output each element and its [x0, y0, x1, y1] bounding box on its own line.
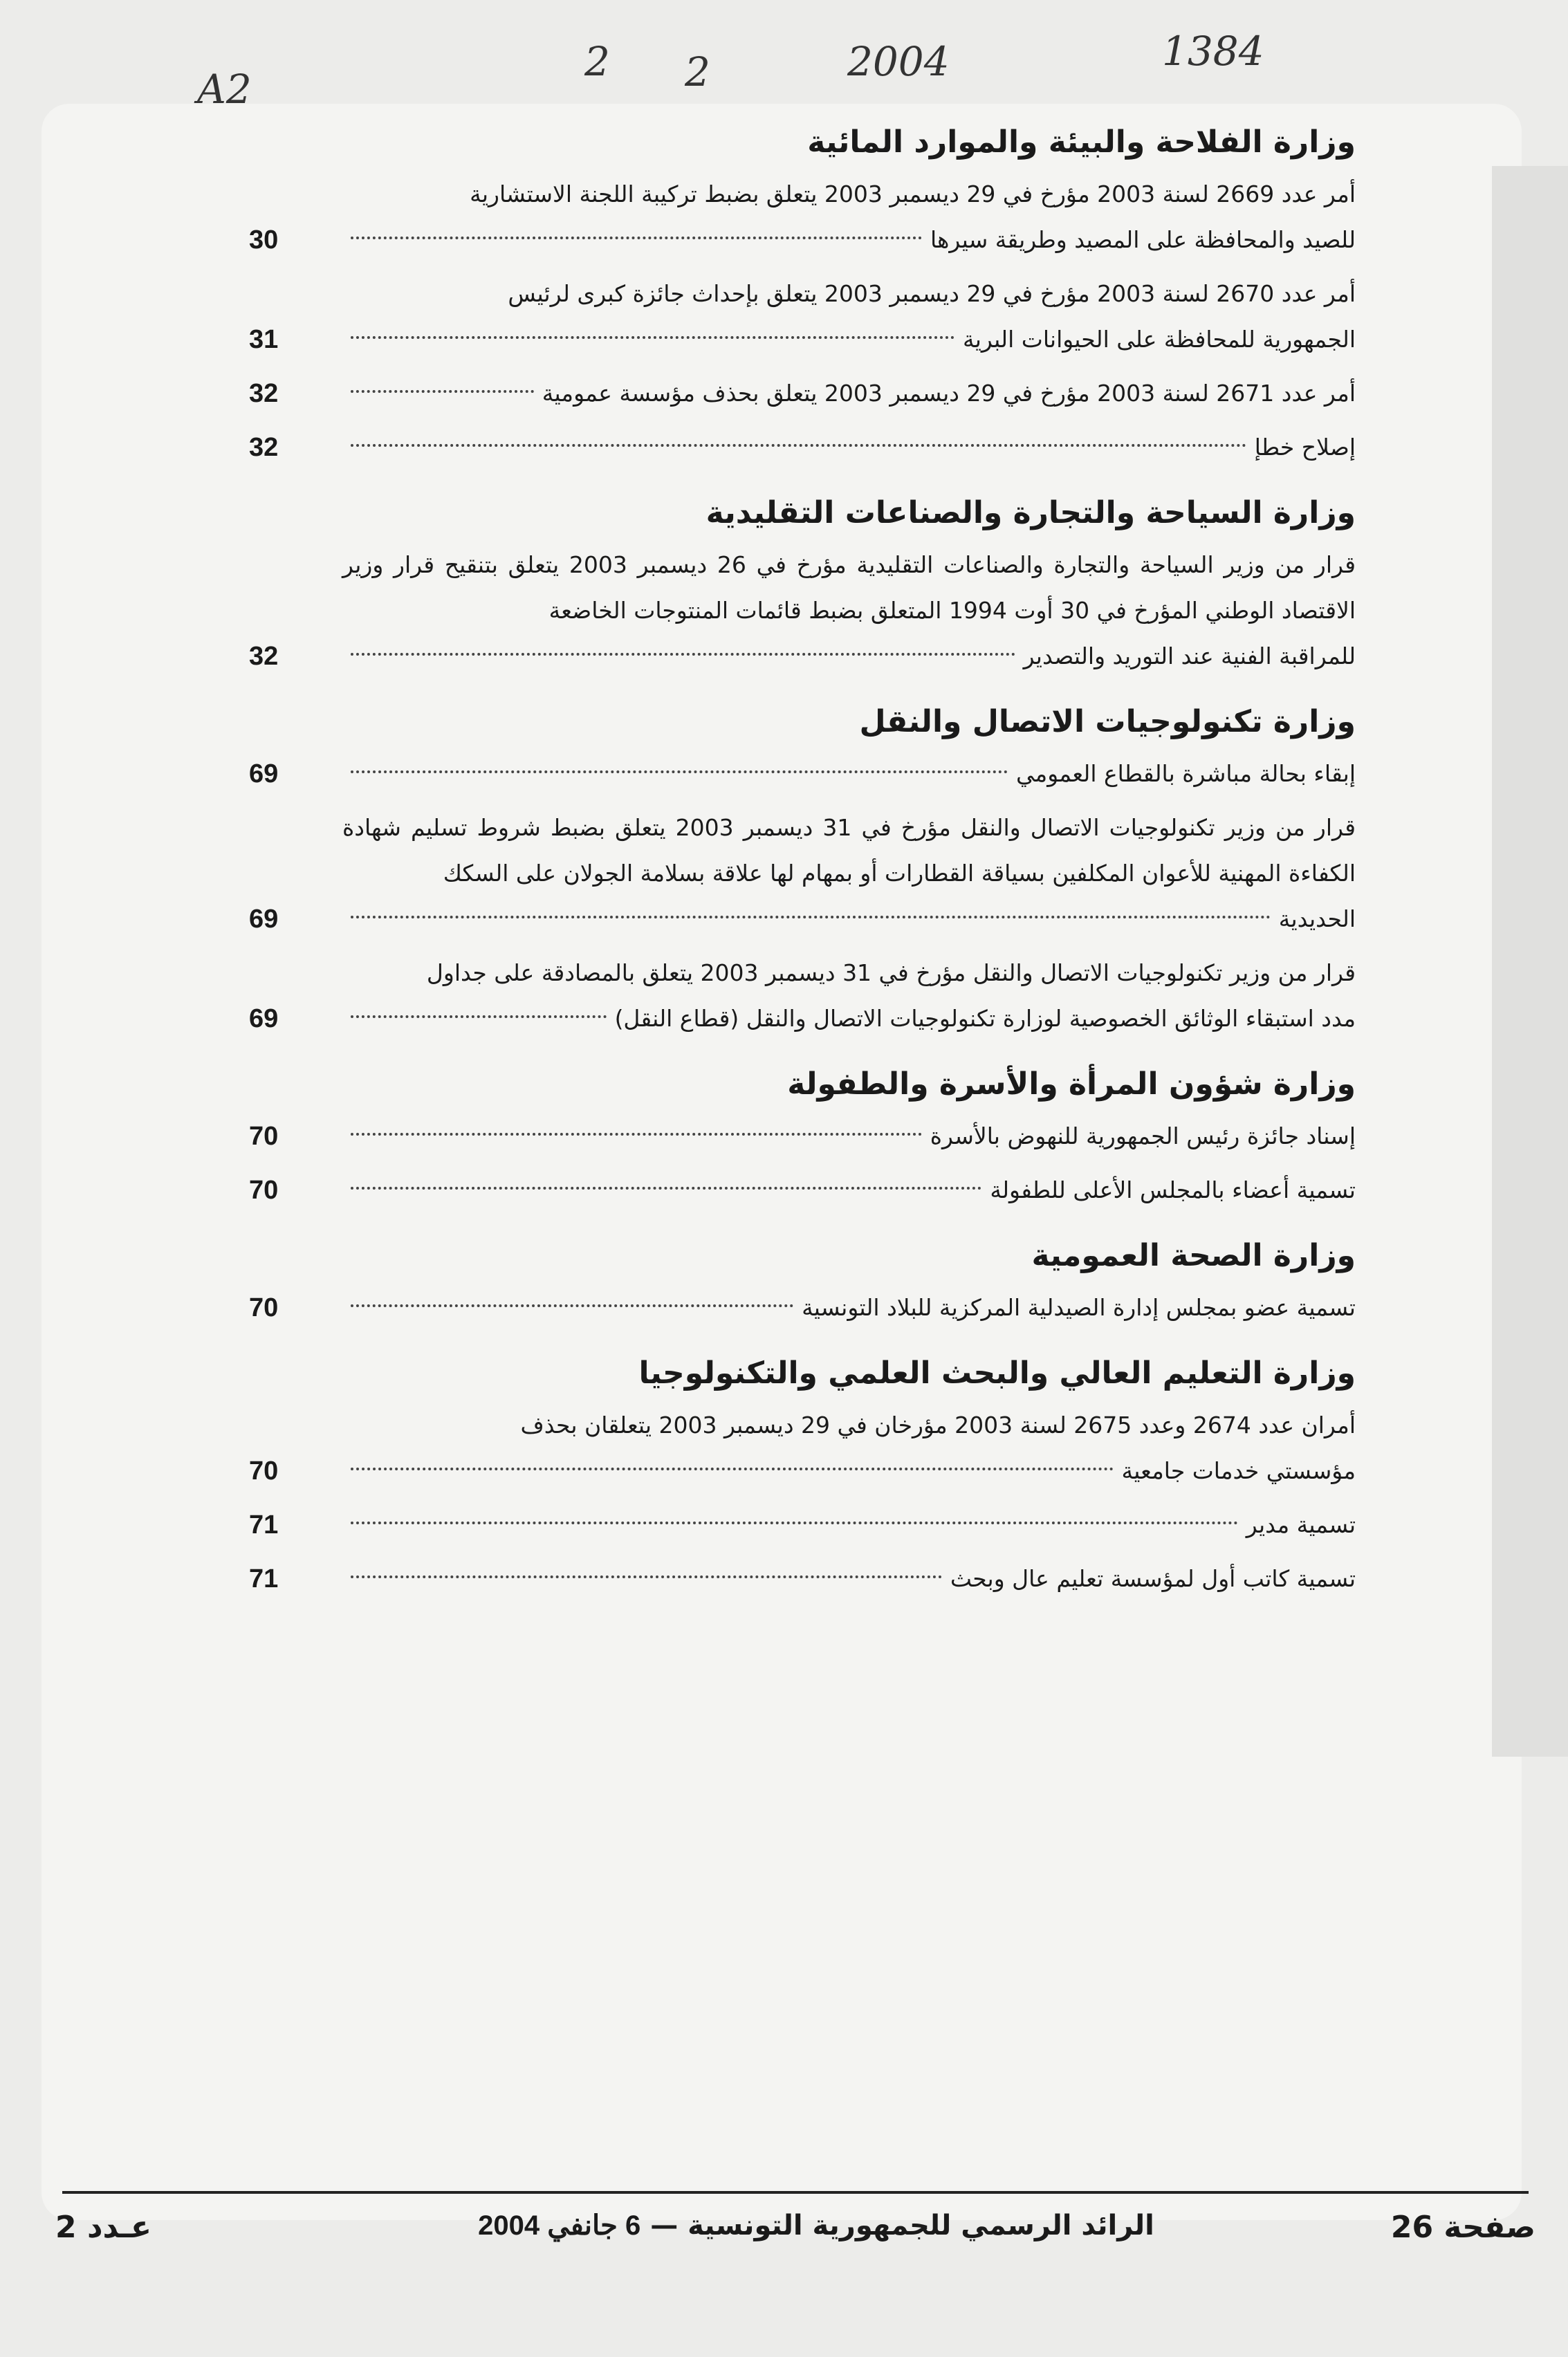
toc-entry	[249, 425, 1356, 470]
toc-entry	[249, 1502, 1356, 1548]
toc-entry-title: للصيد والمحافظة على المصيد وطريقة سيرها	[930, 226, 1356, 253]
toc-entry-title: للمراقبة الفنية عند التوريد والتصدير	[1023, 643, 1356, 669]
toc-entry-title: إسناد جائزة رئيس الجمهورية للنهوض بالأسرة	[930, 1122, 1356, 1149]
toc-entry	[249, 1556, 1356, 1602]
handwritten-note: A2	[197, 66, 252, 113]
toc-entry-title: مدد استبقاء الوثائق الخصوصية لوزارة تكنولوجيات الاتصال والنقل (قطاع النقل)	[614, 1005, 1356, 1032]
toc-entry-title: تسمية أعضاء بالمجلس الأعلى للطفولة	[990, 1176, 1356, 1203]
page-footer	[55, 2210, 1535, 2258]
toc-entry-last-line	[342, 317, 1356, 362]
toc-page-number: 31	[249, 325, 279, 354]
dot-leader	[351, 916, 1271, 918]
toc-entry	[249, 1167, 1356, 1213]
toc-entry-lead: أمر عدد 2670 لسنة 2003 مؤرخ في 29 ديسمبر 2003 يتعلق بإحداث جائزة كبرى لرئيس	[508, 280, 1356, 307]
dot-leader	[351, 390, 534, 393]
toc-entry-text	[342, 1502, 1356, 1548]
toc-entry-text	[342, 371, 1356, 416]
toc-entry-title: الحديدية	[1278, 905, 1356, 932]
toc-entry	[249, 1403, 1356, 1494]
toc-entry-text	[342, 805, 1356, 942]
toc-entry-text	[342, 1285, 1356, 1331]
toc-entry-text	[342, 1556, 1356, 1602]
toc-entry-lead: قرار من وزير السياحة والتجارة والصناعات التقليدية مؤرخ في 26 ديسمبر 2003 يتعلق بتنقيح قرار وزير الاقتصاد الوطني المؤرخ في 30 أوت 1994 المتعلق بضبط قائمات المنتوجات الخاضعة	[342, 551, 1356, 624]
toc-entry	[249, 271, 1356, 362]
toc-entry-lead: أمران عدد 2674 وعدد 2675 لسنة 2003 مؤرخان في 29 ديسمبر 2003 يتعلقان بحذف	[520, 1412, 1356, 1439]
toc-entry-last-line	[342, 1448, 1356, 1494]
handwritten-note: 2	[584, 38, 610, 85]
toc-entry-last-line	[342, 1167, 1356, 1213]
ministry-section	[249, 1060, 1356, 1213]
toc-entry-title: إصلاح خطإ	[1254, 434, 1356, 461]
ministry-section	[249, 1231, 1356, 1331]
toc-page-number: 32	[249, 433, 279, 462]
gazette-date: 6 جانفي 2004	[478, 2210, 641, 2241]
toc-page-number: 30	[249, 225, 279, 255]
ministry-title: وزارة تكنولوجيات الاتصال والنقل	[859, 704, 1356, 739]
handwritten-note: 2004	[847, 38, 950, 85]
dot-leader	[351, 444, 1246, 447]
footer-divider	[62, 2191, 1529, 2194]
toc-entry-last-line	[342, 217, 1356, 263]
toc-entry-last-line	[342, 1285, 1356, 1331]
dot-leader	[351, 1187, 981, 1190]
toc-entry	[249, 950, 1356, 1042]
gazette-name: الرائد الرسمي للجمهورية التونسية	[688, 2210, 1154, 2242]
toc-entry-title: إبقاء بحالة مباشرة بالقطاع العمومي	[1016, 760, 1356, 787]
toc-entry-text	[342, 542, 1356, 679]
toc-entry	[249, 1285, 1356, 1331]
toc-entry-text	[342, 1113, 1356, 1159]
toc-entry-last-line	[342, 634, 1356, 679]
ministry-title: وزارة التعليم العالي والبحث العلمي والتكنولوجيا	[638, 1356, 1356, 1391]
toc-entry-title: تسمية كاتب أول لمؤسسة تعليم عال وبحث	[950, 1565, 1356, 1592]
toc-page-number: 32	[249, 642, 279, 671]
page-number: صفحة 26	[1390, 2210, 1535, 2245]
issue-number: عـدد 2	[55, 2210, 152, 2245]
toc-entry-text	[342, 751, 1356, 797]
table-of-contents	[249, 118, 1356, 1620]
dot-leader	[351, 237, 922, 239]
toc-page-number: 70	[249, 1293, 279, 1322]
dot-leader	[351, 1468, 1114, 1470]
handwritten-note: 1384	[1162, 28, 1264, 75]
dot-leader	[351, 336, 954, 339]
toc-entry-text	[342, 1167, 1356, 1213]
handwritten-note: 2	[685, 48, 710, 95]
dot-leader	[351, 1304, 793, 1307]
ministry-title: وزارة الصحة العمومية	[1031, 1238, 1356, 1273]
toc-entry	[249, 172, 1356, 263]
ministry-title: وزارة السياحة والتجارة والصناعات التقليدية	[705, 495, 1356, 530]
toc-entry	[249, 1113, 1356, 1159]
toc-entry-text	[342, 1403, 1356, 1494]
dot-leader	[351, 1015, 607, 1018]
ministry-title: وزارة الفلاحة والبيئة والموارد المائية	[807, 124, 1356, 160]
toc-entry-title: أمر عدد 2671 لسنة 2003 مؤرخ في 29 ديسمبر 2003 يتعلق بحذف مؤسسة عمومية	[542, 380, 1356, 407]
toc-entry-lead: قرار من وزير تكنولوجيات الاتصال والنقل مؤرخ في 31 ديسمبر 2003 يتعلق بضبط شروط تسليم شهادة الكفاءة المهنية للأعوان المكلفين بسياقة القطارات أو بمهام لها علاقة بسلامة الجولان على السكك	[342, 814, 1356, 887]
ministry-section	[249, 697, 1356, 1042]
dot-leader	[351, 770, 1008, 773]
toc-page-number: 70	[249, 1122, 279, 1151]
gazette-separator: —	[650, 2210, 679, 2242]
toc-page-number: 69	[249, 1004, 279, 1033]
ministry-section	[249, 488, 1356, 679]
ministry-section	[249, 1349, 1356, 1602]
toc-page-number: 71	[249, 1564, 279, 1593]
toc-entry-last-line	[342, 1113, 1356, 1159]
toc-entry-title: مؤسستي خدمات جامعية	[1121, 1457, 1356, 1484]
toc-page-number: 32	[249, 379, 279, 408]
toc-page-number: 70	[249, 1457, 279, 1486]
scan-edge-shadow	[1492, 166, 1568, 1757]
gazette-title	[470, 2210, 1162, 2242]
toc-entry-text	[342, 172, 1356, 263]
toc-entry	[249, 371, 1356, 416]
ministry-section	[249, 118, 1356, 470]
ministry-title: وزارة شؤون المرأة والأسرة والطفولة	[787, 1066, 1356, 1102]
dot-leader	[351, 1522, 1238, 1524]
toc-entry-last-line	[342, 1502, 1356, 1548]
toc-entry	[249, 751, 1356, 797]
toc-entry-lead: أمر عدد 2669 لسنة 2003 مؤرخ في 29 ديسمبر 2003 يتعلق بضبط تركيبة اللجنة الاستشارية	[470, 181, 1356, 207]
toc-entry-title: تسمية عضو بمجلس إدارة الصيدلية المركزية للبلاد التونسية	[802, 1294, 1356, 1321]
toc-entry-last-line	[342, 751, 1356, 797]
dot-leader	[351, 653, 1015, 656]
toc-entry-text	[342, 425, 1356, 470]
toc-entry	[249, 805, 1356, 942]
toc-entry-title: تسمية مدير	[1246, 1511, 1356, 1538]
dot-leader	[351, 1133, 922, 1136]
toc-page-number: 69	[249, 759, 279, 788]
toc-entry-last-line	[342, 425, 1356, 470]
toc-entry-last-line	[342, 371, 1356, 416]
toc-entry-text	[342, 950, 1356, 1042]
toc-page-number: 71	[249, 1510, 279, 1540]
toc-entry-text	[342, 271, 1356, 362]
toc-entry-last-line	[342, 1556, 1356, 1602]
toc-entry-title: الجمهورية للمحافظة على الحيوانات البرية	[963, 326, 1356, 353]
dot-leader	[351, 1575, 942, 1578]
toc-entry	[249, 542, 1356, 679]
toc-entry-lead: قرار من وزير تكنولوجيات الاتصال والنقل مؤرخ في 31 ديسمبر 2003 يتعلق بالمصادقة على جداول	[426, 959, 1356, 986]
toc-page-number: 70	[249, 1176, 279, 1205]
toc-entry-last-line	[342, 996, 1356, 1042]
toc-entry-last-line	[342, 896, 1356, 942]
toc-page-number: 69	[249, 905, 279, 934]
